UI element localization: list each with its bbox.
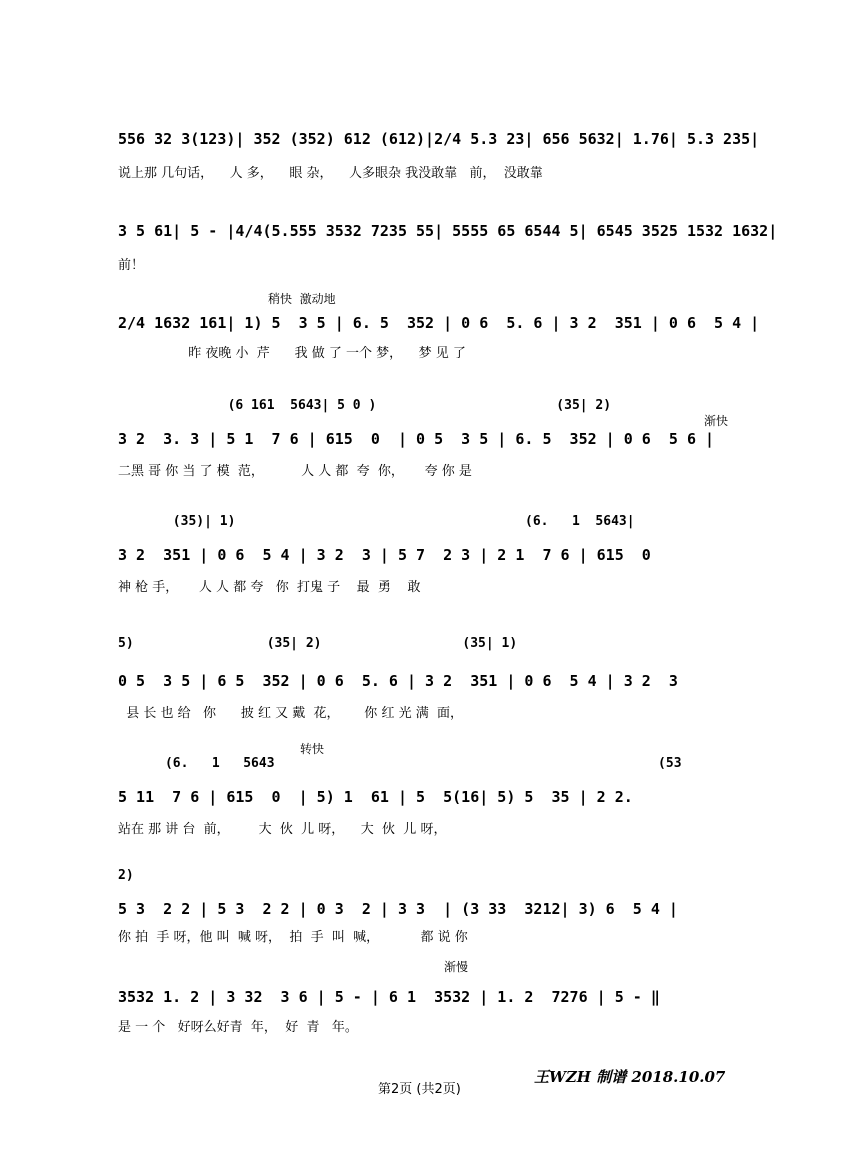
lyrics-row: 站在 那 讲 台 前， 大 伙 儿 呀， 大 伙 儿 呀， (118, 822, 447, 837)
notation-row: 3 2 351 | 0 6 5 4 | 3 2 3 | 5 7 2 3 | 2 1 7 6 | 615 0 (118, 546, 651, 564)
signature: 王WZH 制谱 2018.10.07 (534, 1068, 726, 1086)
accompaniment-row: 5) (35| 2) (35| 1) (118, 636, 518, 651)
tempo-annotation: 稍快 激动地 (268, 292, 336, 306)
accompaniment-row: 2) (118, 868, 134, 883)
notation-row: 5 11 7 6 | 615 0 | 5) 1 61 | 5 5(16| 5) 5 35 | 2 2. (118, 788, 633, 806)
lyrics-row: 你 拍 手 呀，他 叫 喊 呀， 拍 手 叫 喊， 都 说 你 (118, 930, 468, 945)
lyrics-row: 昨 夜晚 小 芹 我 做 了 一个 梦， 梦 见 了 (118, 346, 466, 361)
notation-row: 0 5 3 5 | 6 5 352 | 0 6 5. 6 | 3 2 351 | 0 6 5 4 | 3 2 3 (118, 672, 678, 690)
notation-row: 3 2 3. 3 | 5 1 7 6 | 615 0 | 0 5 3 5 | 6. 5 352 | 0 6 5 6 | (118, 430, 715, 448)
notation-row: 5 3 2 2 | 5 3 2 2 | 0 3 2 | 3 3 | (3 33 3212| 3) 6 5 4 | (118, 900, 678, 918)
accompaniment-row: (35)| 1) (6. 1 5643| (118, 514, 635, 529)
tempo-annotation: 转快 (300, 742, 325, 756)
lyrics-row: 二黑 哥 你 当 了 模 范， 人 人 都 夸 你， 夸 你 是 (118, 464, 472, 479)
tempo-annotation: 渐快 (704, 414, 729, 428)
lyrics-row: 是 一 个 好呀么好青 年， 好 青 年。 (118, 1020, 358, 1035)
accompaniment-row: (6. 1 5643 (53 (118, 756, 682, 771)
lyrics-row: 县 长 也 给 你 披 红 又 戴 花， 你 红 光 满 面， (118, 706, 463, 721)
notation-row: 556 32 3(123)| 352 (352) 612 (612)|2/4 5.3 23| 656 5632| 1.76| 5.3 235| (118, 130, 760, 148)
tempo-annotation: 渐慢 (444, 960, 469, 974)
page-number: 第2页 (共2页) (378, 1082, 461, 1097)
accompaniment-row: (6 161 5643| 5 0 ) (35| 2) (118, 398, 612, 413)
lyrics-row: 说上那 几句话， 人 多， 眼 杂， 人多眼杂 我没敢靠 前， 没敢靠 (118, 166, 543, 181)
notation-row: 3532 1. 2 | 3 32 3 6 | 5 - | 6 1 3532 | 1. 2 7276 | 5 - ‖ (118, 988, 660, 1006)
notation-row: 2/4 1632 161| 1) 5 3 5 | 6. 5 352 | 0 6 5. 6 | 3 2 351 | 0 6 5 4 | (118, 314, 760, 332)
lyrics-row: 前！ (118, 258, 145, 273)
lyrics-row: 神 枪 手， 人 人 都 夸 你 打鬼 子 最 勇 敢 (118, 580, 421, 595)
notation-row: 3 5 61| 5 - |4/4(5.555 3532 7235 55| 5555 65 6544 5| 6545 3525 1532 1632| (118, 222, 778, 240)
